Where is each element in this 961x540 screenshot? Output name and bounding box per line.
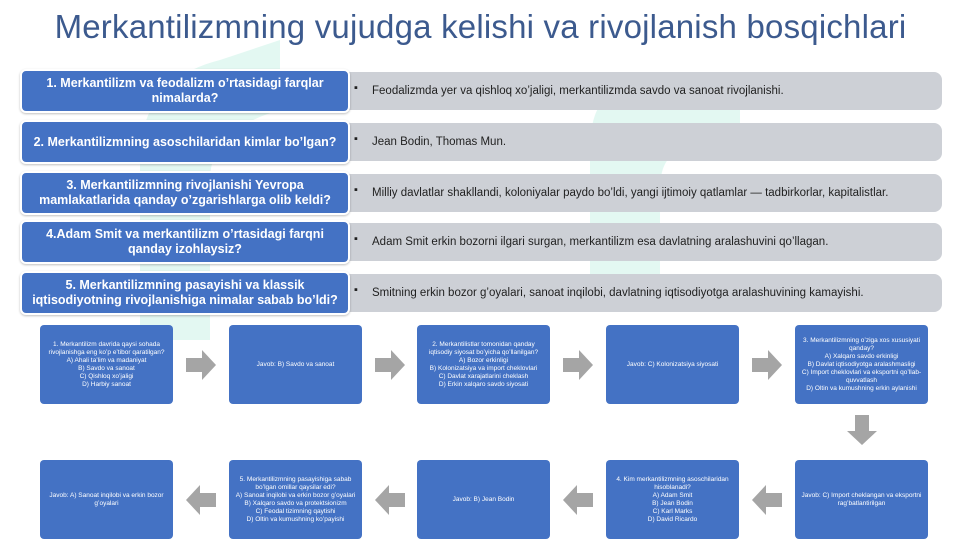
flow-step-3-answer: Javob: C) Import cheklangan va eksportni rag’batlantirilgan bbox=[795, 460, 928, 539]
qa-row-3 bbox=[20, 171, 942, 213]
flow-step-2-answer: Javob: C) Kolonizatsiya siyosati bbox=[606, 325, 739, 404]
bullet-icon: ▪ bbox=[354, 284, 358, 296]
answer-box bbox=[320, 72, 942, 110]
question-box: 3. Merkantilizmning rivojlanishi Yevropa mamlakatlarida qanday o’zgarishlarga olib keldi? bbox=[20, 171, 350, 215]
bullet-icon: ▪ bbox=[354, 133, 358, 145]
flow-step-5-answer: Javob: A) Sanoat inqilobi va erkin bozor g’oyalari bbox=[40, 460, 173, 539]
bullet-icon: ▪ bbox=[354, 82, 358, 94]
bullet-icon: ▪ bbox=[354, 233, 358, 245]
arrow-left-icon bbox=[375, 485, 405, 515]
arrow-left-icon bbox=[186, 485, 216, 515]
answer-box bbox=[320, 174, 942, 212]
question-box: 2. Merkantilizmning asoschilaridan kimlar bo’lgan? bbox=[20, 120, 350, 164]
answer-text: Adam Smit erkin bozorni ilgari surgan, merkantilizm esa davlatning aralashuvini qo’llagan. bbox=[372, 236, 829, 248]
flow-step-4-answer: Javob: B) Jean Bodin bbox=[417, 460, 550, 539]
question-box: 4.Adam Smit va merkantilizm o’rtasidagi farqni qanday izohlaysiz? bbox=[20, 220, 350, 264]
answer-text: Milliy davlatlar shakllandi, koloniyalar paydo bo’ldi, yangi ijtimoiy qatlamlar — tadbirkorlar, kapitalistlar. bbox=[372, 187, 889, 199]
arrow-down-icon bbox=[847, 415, 877, 445]
qa-row-2 bbox=[20, 120, 942, 162]
flow-step-3-question: 3. Merkantilizmning o’ziga xos xususiyati qanday? A) Xalqaro savdo erkinligi B) Davlat iqtisodiyotga aralashmasligi C) Import cheklovlari va eksportni qo’llab-quvvatlash D) Oltin va kumushning erkin aylanishi bbox=[795, 325, 928, 404]
answer-text: Feodalizmda yer va qishloq xo’jaligi, merkantilizmda savdo va sanoat rivojlanishi. bbox=[372, 85, 784, 97]
answer-text: Jean Bodin, Thomas Mun. bbox=[372, 136, 507, 148]
arrow-left-icon bbox=[563, 485, 593, 515]
question-box: 5. Merkantilizmning pasayishi va klassik iqtisodiyotning rivojlanishiga nimalar sabab bo’ldi? bbox=[20, 271, 350, 315]
answer-box bbox=[320, 123, 942, 161]
qa-row-4 bbox=[20, 220, 942, 262]
arrow-left-icon bbox=[752, 485, 782, 515]
bullet-icon: ▪ bbox=[354, 184, 358, 196]
flow-step-5-question: 5. Merkantilizmning pasayishiga sabab bo’lgan omillar qaysilar edi? A) Sanoat inqilobi va erkin bozor g’oyalari B) Xalqaro savdo va protektsionizm C) Feodal tizimning qaytishi D) Oltin va kumushning ko’payishi bbox=[229, 460, 362, 539]
flow-step-4-question: 4. Kim merkantilizmning asoschilaridan hisoblanadi? A) Adam Smit B) Jean Bodin C) Karl Marks D) David Ricardo bbox=[606, 460, 739, 539]
arrow-right-icon bbox=[563, 350, 593, 380]
flow-step-2-question: 2. Merkantilistlar tomonidan qanday iqtisodiy siyosat bo’yicha qo’llanilgan? A) Bozor erkinligi B) Kolonizatsiya va import cheklovlari C) Davlat xarajatlarini cheklash D) Erkin xalqaro savdo siyosati bbox=[417, 325, 550, 404]
question-box: 1. Merkantilizm va feodalizm o’rtasidagi farqlar nimalarda? bbox=[20, 69, 350, 113]
flow-step-1-question: 1. Merkantilizm davrida qaysi sohada rivojlanishga eng ko’p e’tibor qaratilgan? A) Ahali ta’lim va madaniyat B) Savdo va sanoat C) Qishloq xo’jaligi D) Harbiy sanoat bbox=[40, 325, 173, 404]
arrow-right-icon bbox=[375, 350, 405, 380]
answer-box bbox=[320, 274, 942, 312]
answer-text: Smitning erkin bozor g’oyalari, sanoat inqilobi, davlatning iqtisodiyotga aralashuvining kamayishi. bbox=[372, 287, 864, 299]
qa-row-5 bbox=[20, 271, 942, 313]
answer-box bbox=[320, 223, 942, 261]
flow-step-1-answer: Javob: B) Savdo va sanoat bbox=[229, 325, 362, 404]
qa-row-1 bbox=[20, 69, 942, 111]
page-title: Merkantilizmning vujudga kelishi va rivojlanish bosqichlari bbox=[54, 8, 907, 45]
arrow-right-icon bbox=[186, 350, 216, 380]
arrow-right-icon bbox=[752, 350, 782, 380]
